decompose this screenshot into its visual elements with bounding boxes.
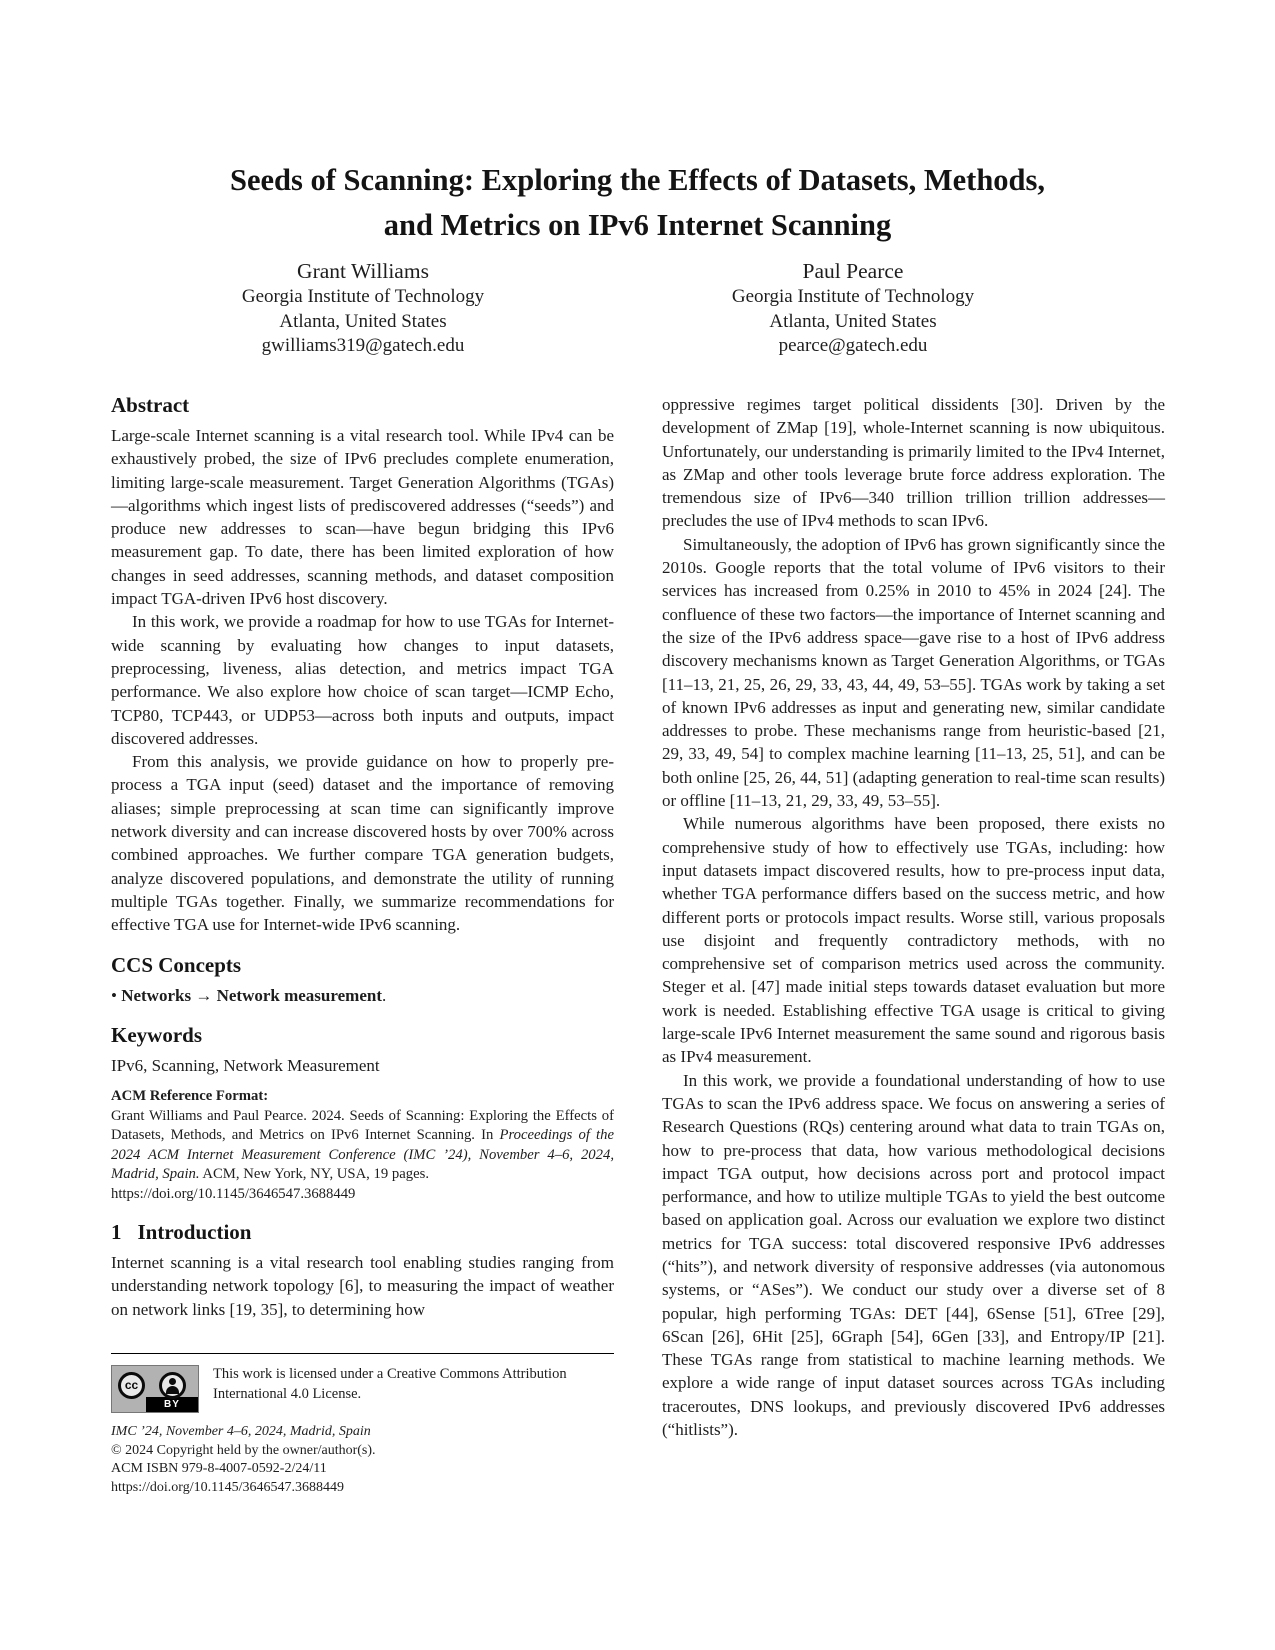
paper-title: [60, 158, 1215, 248]
copyright-line: © 2024 Copyright held by the owner/author(s).: [111, 1442, 376, 1458]
title-line-2: and Metrics on IPv6 Internet Scanning: [383, 208, 892, 242]
doi-link[interactable]: https://doi.org/10.1145/3646547.3688449: [111, 1185, 356, 1202]
author-affiliation: Georgia Institute of Technology: [241, 286, 485, 307]
isbn-line: ACM ISBN 979-8-4007-0592-2/24/11: [111, 1461, 327, 1477]
acm-reference-block: [111, 1087, 614, 1204]
acm-reference-text: Grant Williams and Paul Pearce. 2024. Seeds of Scanning: Exploring the Effects of Datasets, Methods, and Metrics on IPv6 Internet Scanning. In Proceedings of the 2024 ACM Internet Measurement Conference (IMC ’24), November 4–6, 2024, Madrid, Spain. ACM, New York, NY, USA, 19 pages.: [111, 1107, 614, 1183]
title-line-1: Seeds of Scanning: Exploring the Effects of Datasets, Methods,: [229, 163, 1045, 197]
section-heading-introduction: [111, 1219, 614, 1245]
abstract-paragraph: From this analysis, we provide guidance on how to properly pre-process a TGA input (seed) dataset and the importance of removing aliases; simple preprocessing at scan time can significantly improve network diversity and can increase discovered hosts by over 700% across combined approaches. We further compare TGA generation budgets, analyze discovered populations, and demonstrate the utility of running multiple TGAs together. Finally, we summarize recommendations for effective TGA use for Internet-wide IPv6 scanning.: [111, 752, 614, 935]
intro-paragraph: Internet scanning is a vital research tool enabling studies ranging from understanding network topology [6], to measuring the impact of weather on network links [19, 35], to determining how: [111, 1253, 614, 1319]
license-row: [111, 1365, 614, 1413]
author-email[interactable]: pearce@gatech.edu: [778, 335, 928, 356]
keywords-heading: Keywords: [111, 1022, 202, 1047]
section-title: Introduction: [137, 1220, 252, 1245]
ccs-line: [111, 984, 614, 1007]
author-name: Paul Pearce: [802, 259, 904, 283]
footnote-rule: [111, 1353, 614, 1354]
author-block-1: [113, 257, 613, 359]
ccs-heading: CCS Concepts: [111, 952, 242, 977]
right-column: [662, 378, 1165, 1441]
author-email[interactable]: gwilliams319@gatech.edu: [261, 335, 465, 356]
ccs-arrow-icon: →: [191, 985, 217, 1005]
left-column: [111, 378, 614, 1321]
abstract-paragraph: Large-scale Internet scanning is a vital research tool. While IPv4 can be exhaustively probed, the size of IPv6 precludes complete enumeration, limiting large-scale measurement. Target Generation Algorithms (TGAs)—algorithms which ingest lists of prediscovered addresses (“seeds”) and produce new addresses to scan—have begun bridging this IPv6 measurement gap. To date, there has been limited exploration of how changes in seed addresses, scanning methods, and dataset composition impact TGA-driven IPv6 host discovery.: [111, 426, 614, 609]
ccs-bullet: •: [111, 985, 122, 1005]
body-paragraph: While numerous algorithms have been proposed, there exists no comprehensive study of how to effectively use TGAs, including: how input datasets impact discovered results, how to pre-process input data, whether TGA performance differs based on the success metric, and how different ports or protocols impact results. Worse still, various proposals use disjoint and frequently contradictory methods, with no comprehensive set of comparison metrics used across the community. Steger et al. [47] made initial steps towards dataset evaluation but more work is needed. Establishing effective TGA usage is critical to giving large-scale IPv6 Internet measurement the same sound and rigorous basis as IPv4 measurement.: [662, 814, 1165, 1067]
creative-commons-icon: cc: [118, 1372, 145, 1399]
publication-info: [111, 1423, 614, 1498]
section-number: 1: [111, 1220, 122, 1245]
abstract-paragraph: In this work, we provide a roadmap for how to use TGAs for Internet-wide scanning by evaluating how changes to input datasets, preprocessing, liveness, alias detection, and metrics impact TGA performance. We also explore how choice of scan target—ICMP Echo, TCP80, TCP443, or UDP53—across both inputs and outputs, impact discovered addresses.: [111, 612, 614, 748]
cc-by-badge[interactable]: [111, 1365, 199, 1413]
cc-by-label: BY: [146, 1397, 198, 1412]
acm-reference-heading: ACM Reference Format:: [111, 1088, 269, 1105]
venue-line: IMC ’24, November 4–6, 2024, Madrid, Spain: [111, 1424, 371, 1439]
body-paragraph: Simultaneously, the adoption of IPv6 has grown significantly since the 2010s. Google reports that the total volume of IPv6 visitors to their services has increased from 0.25% in 2010 to 45% in 2024 [24]. The confluence of these two factors—the importance of Internet scanning and the size of the IPv6 address space—gave rise to a host of IPv6 address discovery mechanisms known as Target Generation Algorithms, or TGAs [11–13, 21, 25, 26, 29, 33, 43, 44, 49, 53–55]. TGAs work by taking a set of known IPv6 addresses as input and generating new, similar candidate addresses to probe. These mechanisms range from heuristic-based [21, 29, 33, 49, 54] to complex machine learning [11–13, 25, 51], and can be both online [25, 26, 44, 51] (adapting generation to real-time scan results) or offline [11–13, 21, 29, 33, 49, 53–55].: [662, 534, 1165, 811]
ccs-subcategory: Network measurement: [216, 985, 382, 1005]
body-paragraph: In this work, we provide a foundational understanding of how to use TGAs to scan the IPv6 address space. We focus on answering a series of Research Questions (RQs) centering around what data to train TGAs on, how to pre-process that data, how various methodological decisions impact TGA output, how decisions across port and protocol impact performance, and how to utilize multiple TGAs to yield the best outcome based on application goal. Across our evaluation we explore two distinct metrics for TGA success: total discovered responsive IPv6 addresses (“hits”), and network diversity of responsive addresses (via autonomous systems, or “ASes”). We conduct our study over a diverse set of 8 popular, high performing TGAs: DET [44], 6Sense [51], 6Tree [29], 6Scan [26], 6Hit [25], 6Graph [54], 6Gen [33], and Entropy/IP [21]. These TGAs range from statistical to machine learning methods. We explore a wide range of input dataset sources across TGAs including traceroutes, DNS lookups, and previously discovered IPv6 addresses (“hitlists”).: [662, 1070, 1165, 1440]
attribution-person-icon: [159, 1372, 186, 1399]
author-location: Atlanta, United States: [279, 310, 447, 332]
abstract-heading: Abstract: [111, 393, 190, 417]
footer-doi-link[interactable]: https://doi.org/10.1145/3646547.3688449: [111, 1480, 344, 1496]
acm-reference-venue: Proceedings of the 2024 ACM Internet Measurement Conference (IMC ’24), November 4–6, 2024, Madrid, Spain.: [111, 1127, 614, 1183]
footnote-block: [111, 1353, 614, 1498]
author-name: Grant Williams: [297, 259, 429, 283]
ccs-period: .: [382, 985, 387, 1005]
author-affiliation: Georgia Institute of Technology: [731, 286, 975, 307]
author-block-2: [603, 257, 1103, 359]
author-location: Atlanta, United States: [769, 310, 937, 332]
body-paragraph: oppressive regimes target political dissidents [30]. Driven by the development of ZMap [19], whole-Internet scanning is now ubiquitous. Unfortunately, our understanding is primarily limited to the IPv4 Internet, as ZMap and other tools leverage brute force address exploration. The tremendous size of IPv6—340 trillion trillion trillion addresses—precludes the use of IPv4 methods to scan IPv6.: [662, 395, 1165, 531]
license-text: This work is licensed under a Creative Commons Attribution International 4.0 License.: [213, 1366, 567, 1402]
keywords-text: IPv6, Scanning, Network Measurement: [111, 1055, 380, 1075]
ccs-category: Networks: [121, 985, 192, 1005]
